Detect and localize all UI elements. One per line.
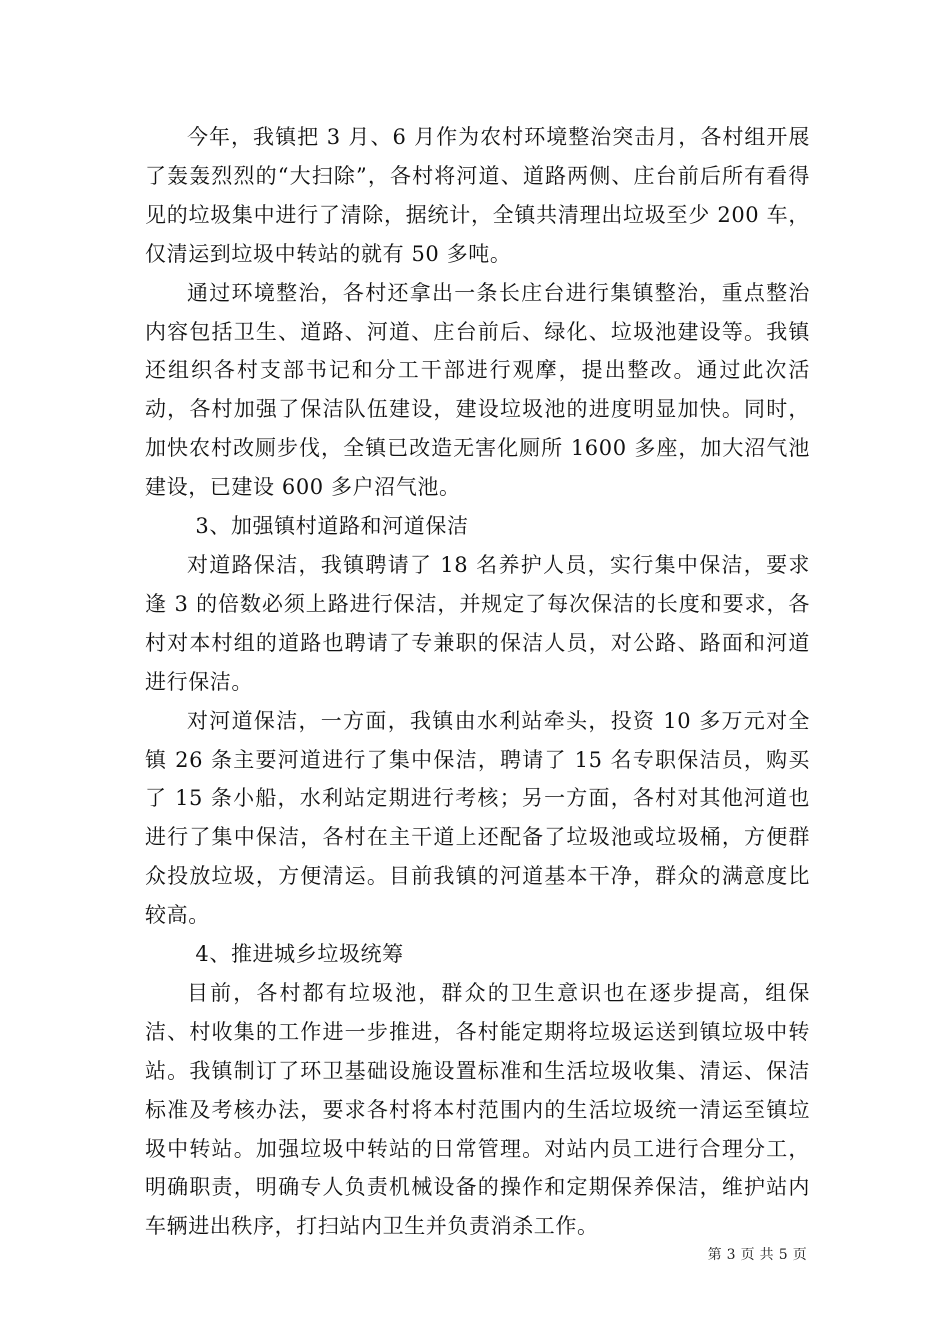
section-heading-road-river-cleaning: 3、加强镇村道路和河道保洁	[195, 514, 469, 539]
paragraph-town-rectification: 通过环境整治，各村还拿出一条长庄台进行集镇整治，重点整治内容包括卫生、道路、河道、庄台前后、绿化、垃圾池建设等。我镇还组织各村支部书记和分工干部进行观摩，提出整改。通过此次活动，各村加强了保洁队伍建设，建设垃圾池的进度明显加快。同时，加快农村改厕步伐，全镇已改造无害化厕所 1600 多座，加大沼气池建设，已建设 600 多户沼气池。	[145, 280, 810, 500]
document-body	[145, 118, 810, 1246]
paragraph-river-cleaning: 对河道保洁，一方面，我镇由水利站牵头，投资 10 多万元对全镇 26 条主要河道进行了集中保洁，聘请了 15 名专职保洁员，购买了 15 条小船，水利站定期进行考核；另一方面，各村对其他河道也进行了集中保洁，各村在主干道上还配备了垃圾池或垃圾桶，方便群众投放垃圾，方便清运。目前我镇的河道基本干净，群众的满意度比较高。	[145, 708, 810, 928]
section-heading-garbage-coordination: 4、推进城乡垃圾统筹	[195, 942, 404, 967]
paragraph-garbage-transfer: 目前，各村都有垃圾池，群众的卫生意识也在逐步提高，组保洁、村收集的工作进一步推进，各村能定期将垃圾运送到镇垃圾中转站。我镇制订了环卫基础设施设置标准和生活垃圾收集、清运、保洁标准及考核办法，要求各村将本村范围内的生活垃圾统一清运至镇垃圾中转站。加强垃圾中转站的日常管理。对站内员工进行合理分工，明确职责，明确专人负责机械设备的操作和定期保养保洁，维护站内车辆进出秩序，打扫站内卫生并负责消杀工作。	[145, 980, 810, 1239]
paragraph-sanitation-campaign: 今年，我镇把 3 月、6 月作为农村环境整治突击月，各村组开展了轰轰烈烈的“大扫除”，各村将河道、道路两侧、庄台前后所有看得见的垃圾集中进行了清除，据统计，全镇共清理出垃圾至少 200 车，仅清运到垃圾中转站的就有 50 多吨。	[145, 125, 810, 266]
page-number-footer: 第 3 页 共 5 页	[707, 1247, 807, 1263]
paragraph-road-cleaning: 对道路保洁，我镇聘请了 18 名养护人员，实行集中保洁，要求逢 3 的倍数必须上路进行保洁，并规定了每次保洁的长度和要求，各村对本村组的道路也聘请了专兼职的保洁人员，对公路、路面和河道进行保洁。	[145, 552, 810, 694]
